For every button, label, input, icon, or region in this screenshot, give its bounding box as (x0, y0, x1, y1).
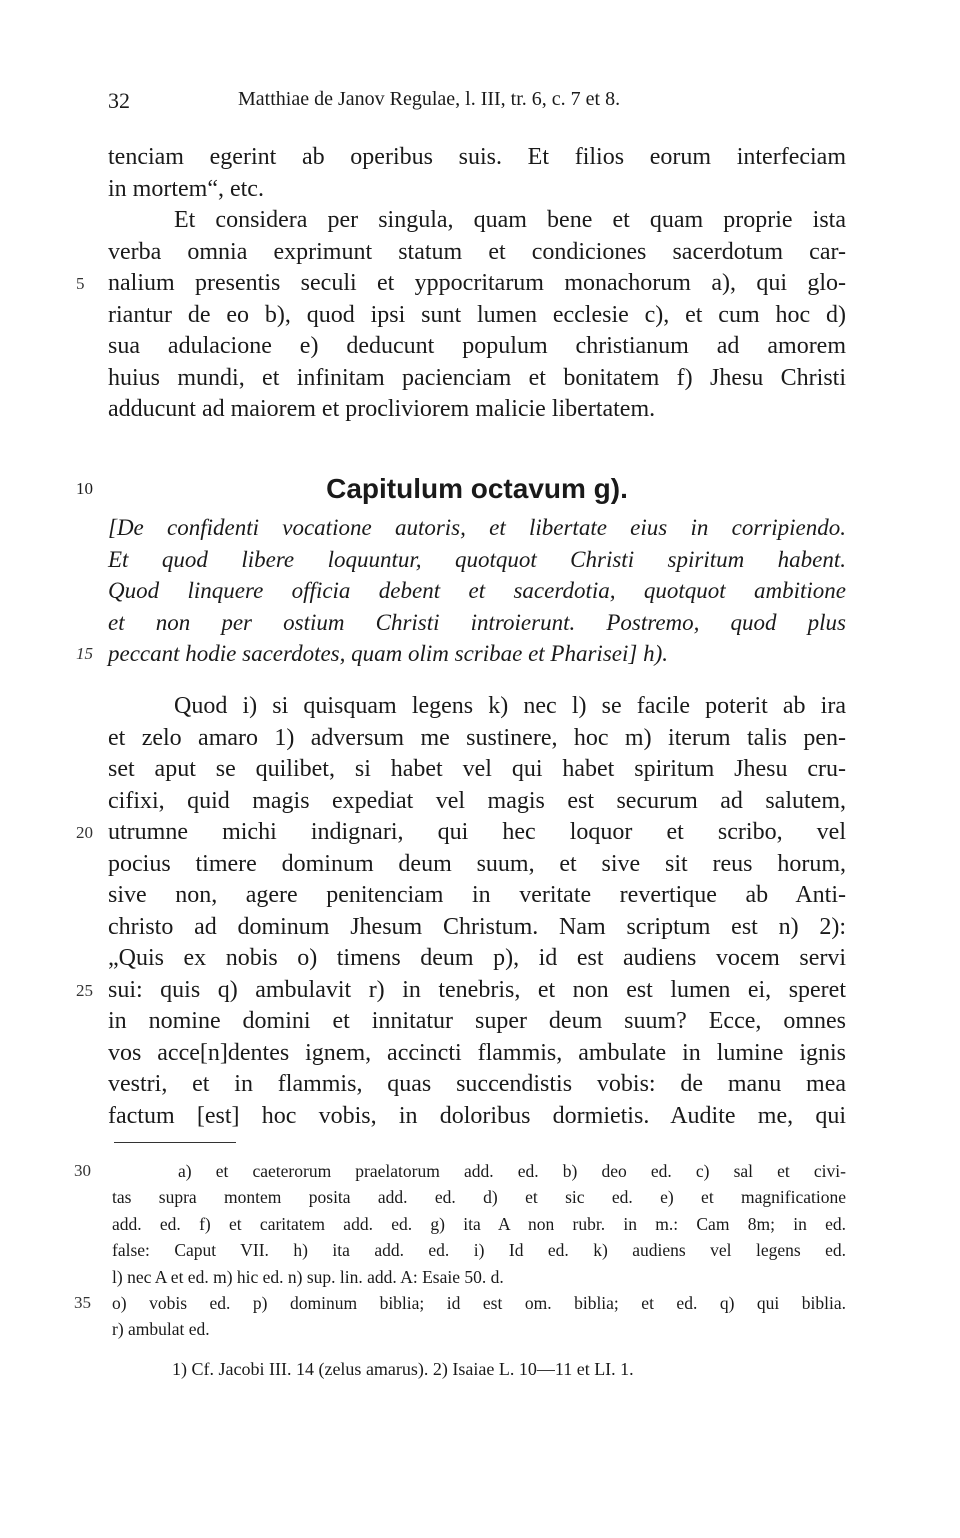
line-text: false: Caput VII. h) ita add. ed. i) Id ed. k) audiens vel legens ed. (112, 1240, 846, 1261)
footnote-line (112, 1211, 846, 1237)
line-text: Et considera per singula, quam bene et quam proprie ista (174, 207, 846, 233)
text-line (108, 754, 846, 786)
page-number: 32 (108, 88, 130, 113)
line-text: tas supra montem posita add. ed. d) et sic ed. e) et magnificatione (112, 1187, 846, 1208)
text-line (108, 849, 846, 881)
body-text-main (76, 691, 846, 1132)
text-line (108, 1101, 846, 1133)
line-text: sive non, agere penitenciam in veritate revertique ab Anti- (108, 882, 846, 908)
line-text: peccant hodie sacerdotes, quam olim scribae et Pharisei] h). (108, 641, 668, 666)
line-text: utrumne michi indignari, qui hec loquor et scribo, vel (108, 819, 846, 845)
line-number: 20 (76, 823, 93, 842)
text-line (76, 268, 846, 300)
chapter-summary (76, 512, 846, 670)
line-text: r) ambulat ed. (112, 1319, 210, 1340)
line-text: christo ad dominum Jhesum Christum. Nam scriptum est n) 2): (108, 913, 846, 940)
footnote-line (74, 1158, 846, 1184)
text-line (76, 638, 846, 670)
text-line (76, 817, 846, 849)
text-line (108, 363, 846, 395)
text-line (108, 1069, 846, 1101)
footnote-line (112, 1264, 846, 1290)
text-line (108, 607, 846, 639)
line-text: tenciam egerint ab operibus suis. Et filios eorum interfeciam (108, 144, 846, 170)
text-line (108, 544, 846, 576)
text-line (108, 575, 846, 607)
page-header (108, 88, 848, 118)
text-line (108, 786, 846, 818)
footnotes (74, 1158, 846, 1343)
text-line (108, 205, 846, 237)
line-text: cifixi, quid magis expediat vel magis est securum ad salutem, (108, 787, 846, 814)
text-line (108, 912, 846, 944)
running-title: Matthiae de Janov Regulae, l. III, tr. 6, c. 7 et 8. (238, 88, 621, 110)
text-line (108, 943, 846, 975)
chapter-title: Capitulum octavum g). (326, 473, 628, 504)
line-text: „Quis ex nobis o) timens deum p), id est audiens vocem servi (108, 945, 846, 971)
text-line (108, 1006, 846, 1038)
text-line (108, 174, 846, 206)
line-text: nalium presentis seculi et yppocritarum monachorum a), qui glo- (108, 270, 846, 296)
line-number: 5 (76, 274, 85, 293)
text-line (108, 142, 846, 174)
chapter-heading (76, 470, 846, 508)
line-text: in mortem“, etc. (108, 175, 264, 202)
line-text: pocius timere dominum deum suum, et sive sit reus horum, (108, 850, 846, 877)
footnote-line (112, 1184, 846, 1210)
line-text: o) vobis ed. p) dominum biblia; id est om. biblia; et ed. q) qui biblia. (112, 1292, 846, 1313)
line-text: verba omnia exprimunt statum et condiciones sacerdotum car- (108, 238, 846, 265)
line-text: Quod i) si quisquam legens k) nec l) se facile poterit ab ira (174, 693, 846, 719)
line-text: et zelo amaro 1) adversum me sustinere, hoc m) iterum talis pen- (108, 724, 846, 751)
line-text: factum [est] hoc vobis, in doloribus dormietis. Audite me, qui (108, 1102, 846, 1129)
line-text: Quod linquere officia debent et sacerdotia, quotquot ambitione (108, 578, 846, 603)
text-line (108, 331, 846, 363)
line-text: vestri, et in flammis, quas succendistis vobis: de manu mea (108, 1071, 846, 1097)
line-number: 25 (76, 980, 93, 1000)
text-line (108, 394, 846, 426)
line-text: l) nec A et ed. m) hic ed. n) sup. lin. add. A: Esaie 50. d. (112, 1266, 504, 1287)
footnote-line (112, 1237, 846, 1263)
text-line (108, 723, 846, 755)
line-text: [De confidenti vocatione autoris, et libertate eius in corripiendo. (108, 515, 846, 540)
line-text: et non per ostium Christi introierunt. Postremo, quod plus (108, 609, 846, 635)
text-line (76, 975, 846, 1007)
line-number: 30 (74, 1161, 91, 1180)
footnote-line (74, 1290, 846, 1316)
line-text: adducunt ad maiorem et procliviorem malicie libertatem. (108, 396, 656, 422)
footnote-line (112, 1316, 846, 1342)
footnote-rule (114, 1142, 236, 1143)
text-line (108, 512, 846, 544)
text-line (108, 880, 846, 912)
line-text: Et quod libere loquuntur, quotquot Christi spiritum habent. (108, 546, 846, 572)
text-line (108, 1038, 846, 1070)
text-line (108, 691, 846, 723)
body-text-top (76, 142, 846, 426)
line-text: sui: quis q) ambulavit r) in tenebris, et non est lumen ei, speret (108, 976, 846, 1003)
line-text: huius mundi, et infinitam pacienciam et bonitatem f) Jhesu Christi (108, 364, 846, 391)
scripture-references: 1) Cf. Jacobi III. 14 (zelus amarus). 2) Isaiae L. 10—11 et LI. 1. (172, 1359, 634, 1379)
line-text: set aput se quilibet, si habet vel qui habet spiritum Jhesu cru- (108, 756, 846, 782)
line-text: add. ed. f) et caritatem add. ed. g) ita A non rubr. in m.: Cam 8m; in ed. (112, 1213, 846, 1234)
line-text: vos acce[n]dentes ignem, accincti flammis, ambulate in lumine ignis (108, 1039, 846, 1066)
line-text: riantur de eo b), quod ipsi sunt lumen ecclesie c), et cum hoc d) (108, 301, 846, 328)
line-text: in nomine domini et innitatur super deum suum? Ecce, omnes (108, 1008, 846, 1034)
line-text: a) et caeterorum praelatorum add. ed. b) deo ed. c) sal et civi- (178, 1161, 846, 1181)
line-number: 10 (76, 479, 93, 498)
line-number: 35 (74, 1292, 91, 1312)
line-number: 15 (76, 644, 93, 663)
text-line (108, 300, 846, 332)
text-line (108, 237, 846, 269)
line-text: sua adulacione e) deducunt populum christianum ad amorem (108, 333, 846, 359)
